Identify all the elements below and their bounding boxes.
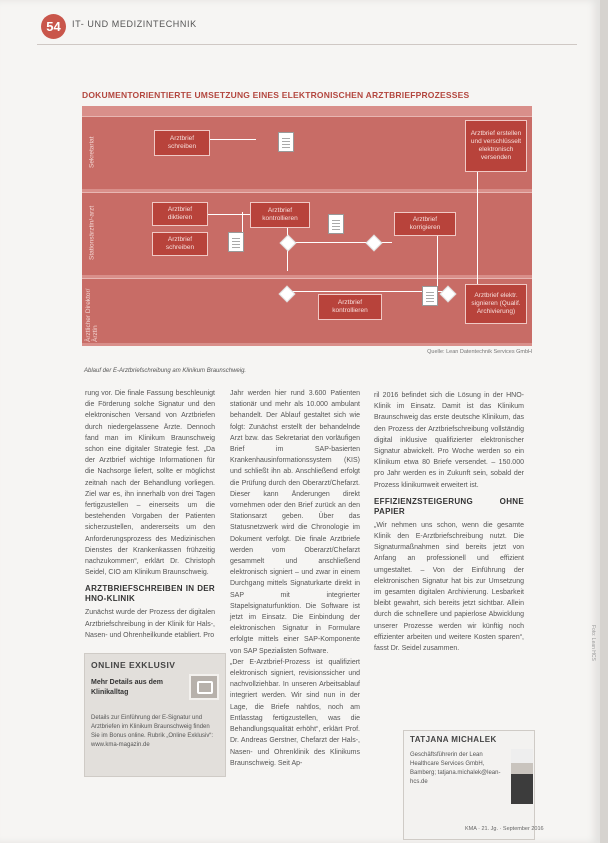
article-column-1 <box>85 388 215 641</box>
photo-credit: Foto: Lean HCS <box>590 625 596 661</box>
paragraph: Zunächst wurde der Prozess der digitalen Arztbriefschreibung in der Klinik für Hals-, Nasen- und Ohrenheilkunde etabliert. Pro <box>85 609 215 639</box>
process-diagram <box>82 86 532 361</box>
section-title: IT- UND MEDIZINTECHNIK <box>72 19 197 29</box>
step-sign-letter: Arztbrief elektr. signieren (Qualif. Archivierung) <box>465 284 527 324</box>
author-photo <box>511 749 533 804</box>
flow-connector <box>477 164 478 292</box>
step-write-letter-secretariat: Arztbrief schreiben <box>154 130 210 156</box>
article-column-2 <box>230 388 360 769</box>
page-footer: KMA · 21. Jg. · September 2016 <box>465 826 544 832</box>
online-box-body: Details zur Einführung der E-Signatur und Arztbriefen im Klinikum Braunschweig finden Sie im Bonus online. Rubrik „Online Exklusiv“: www.kma-magazin.de <box>91 715 214 748</box>
step-check-letter-director: Arztbrief kontrollieren <box>318 294 382 320</box>
diagram-credit: Quelle: Lean Datentechnik Services GmbH <box>427 349 532 355</box>
online-box-subtitle: Mehr Details aus dem Klinikalltag <box>91 679 163 696</box>
paragraph: „Der E-Arztbrief-Prozess ist qualifiziert elektronisch signiert, revisionssicher und nachvollziehbar. In unseren Arbeitsablauf integriert werden. Wir sind nun in der Lage, die Briefe nahtlos, noch am Entlasstag fertigzustellen, was die Behandlungsqualität erhöht“, erklärt Prof. Dr. Andreas Gerstner, Chefarzt der Hals-, Nasen- und Ohrenklinik des Klinikums Braunschweig. Seit Ap- <box>230 658 360 767</box>
header-divider <box>37 44 577 45</box>
document-icon <box>278 132 294 152</box>
subheading: ARZTBRIEFSCHREIBEN IN DER HNO-KLINIK <box>85 584 215 604</box>
author-box <box>403 730 535 840</box>
paragraph: rung vor. Die finale Fassung beschleunigt die Förderung solche Signatur und den elektronischen Versand von Arztbriefen durch niedergelassene Ärzte. Dennoch fand man im Klinikum Braunschweig schon eine digitaler Strategie fest. „Da der Arztbrief wichtige Informationen für die Nachsorge liefert, sollte er möglichst zeitnah nach der Behandlung vorliegen. Ziel war es, ihn innerhalb von drei Tagen fertigzustellen – einerseits um die bestehenden Vorgaben der Patienten sicherzustellen, andererseits um den Anforderungsprozess des Medizinischen Dienstes der Krankenkassen frühzeitig nachzukommen“, erklärt Dr. Christoph Seidel, CIO am Klinikum Braunschweig. <box>85 390 215 577</box>
document-icon <box>422 286 438 306</box>
step-dictate-letter: Arztbrief diktieren <box>152 202 208 226</box>
step-check-letter: Arztbrief kontrollieren <box>250 202 310 228</box>
lane-label-director: Ärztlicher Direktor/Ärztin <box>85 288 99 342</box>
monitor-icon <box>189 674 219 700</box>
document-icon <box>328 214 344 234</box>
article-column-3 <box>374 390 524 654</box>
paragraph: Jahr werden hier rund 3.600 Patienten stationär und mehr als 10.000 ambulant behandelt. Der Ablauf gestaltet sich wie folgt: Zunächst erstellt der behandelnde Arzt bzw. das Sekretariat den vorläufigen Brief im SAP-basierten Krankenhausinformationssystem (KIS) und schließt ihn ab. Anschließend erfolgt die Prüfung durch den Oberarzt/Chefarzt. Dieser kann Änderungen direkt vornehmen oder den Brief zurück an den Stationsarzt geben. Über das Statusnetzwerk wird die Chronologie im Dokument verfolgt. Die finale Arztbriefe werden vom Oberarzt/Chefarzt gesammelt und anschließend elektronisch signiert – und zwar in einem Durchgang mittels Signaturkarte direkt in SAP mit integrierter Stapelsignaturfunktion. Die Software ist jetzt im Einsatz. Die Einbindung der elektronischen Signatur in Formulare erfolgte mittels einer SAP-Komponente von SAP Spezialisten Software. <box>230 390 360 655</box>
paragraph: „Wir nehmen uns schon, wenn die gesamte Klinik den E-Arztbriefschreibung nutzt. Die Signaturmaßnahmen sind bereits jetzt von Anfang an professionell und effizient umgestaltet. – Von der Einführung der elektronischen Signatur hat bis zur Umsetzung im gesamten digitalen Archivierung. Lesbarkeit bleibt gewahrt, sich bereits jetzt sichtbar. Allein durch die schnellere und papierlose Abwicklung unserer Prozesse werden wir künftig noch effizienter arbeiten und weitere Kosten sparen“, fasst Dr. Seidel zusammen. <box>374 521 524 653</box>
lane-label-ward-physician: Stationsärztin/-arzt <box>88 205 96 261</box>
lane-label-secretariat: Sekretariat <box>88 136 96 168</box>
page-edge <box>600 0 608 843</box>
document-icon <box>228 232 244 252</box>
paragraph: ril 2016 befindet sich die Lösung in der HNO-Klinik im Einsatz. Damit ist das Klinikum Braunschweig das erste deutsche Klinikum, das den Prozess der Arztbriefschreibung vollständig digital inklusive qualifizierter elektronischer Signatur abwickelt. Pro Woche werden so ein Klinikum etwa 80 Briefe versendet. – 150.000 pro Jahr werden es in Zukunft sein, sobald der Prozess klinikumweit erweitert ist. <box>374 392 524 489</box>
online-box-title: ONLINE EXKLUSIV <box>91 660 176 670</box>
online-exclusive-box <box>84 653 226 777</box>
step-write-letter-physician: Arztbrief schreiben <box>152 232 208 256</box>
subheading: EFFIZIENZSTEIGERUNG OHNE PAPIER <box>374 496 524 516</box>
author-details: Geschäftsführerin der Lean Healthcare Services GmbH, Bamberg; tatjana.michalek@lean-hcs.de <box>410 752 501 785</box>
step-correct-letter: Arztbrief korrigieren <box>394 212 456 236</box>
diagram-title: DOKUMENTORIENTIERTE UMSETZUNG EINES ELEKTRONISCHEN ARZTBRIEFPROZESSES <box>82 90 470 100</box>
figure-caption: Ablauf der E-Arztbriefschreibung am Klinikum Braunschweig. <box>84 368 247 374</box>
author-name: TATJANA MICHALEK <box>410 735 497 744</box>
step-send-letter: Arztbrief erstellen und verschlüsselt elektronisch versenden <box>465 120 527 172</box>
page-number: 54 <box>41 14 66 39</box>
